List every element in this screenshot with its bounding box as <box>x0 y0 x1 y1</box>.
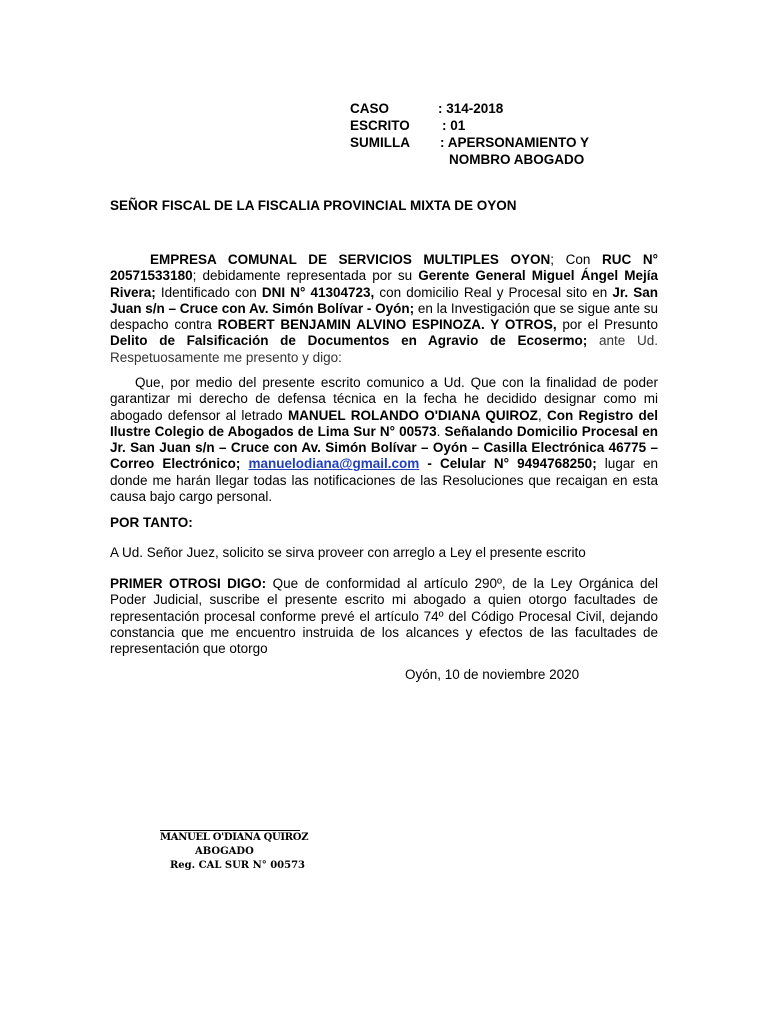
sumilla-row-2 <box>350 151 589 168</box>
sumilla-value: : APERSONAMIENTO Y <box>440 135 590 150</box>
text-segment <box>240 456 248 471</box>
intro-paragraph <box>110 252 658 366</box>
text-segment: ; Con <box>550 252 602 267</box>
ruc-number: RUC N° 20571533180 <box>110 252 658 284</box>
case-label: CASO <box>350 101 390 116</box>
company-name: EMPRESA COMUNAL DE SERVICIOS MULTIPLES OYON <box>150 252 551 267</box>
addressee-heading: SEÑOR FISCAL DE LA FISCALIA PROVINCIAL MIXTA DE OYON <box>110 198 517 213</box>
procedural-domicile: Señalando Domicilio Procesal en Jr. San Juan s/n – Cruce con Av. Simón Bolívar – Oyón – Casilla Electrónica 46775 – Correo Electrónico; <box>110 423 658 472</box>
case-number-row <box>350 100 589 117</box>
designation-paragraph <box>110 375 658 505</box>
text-segment: con domicilio Real y Procesal sito en <box>374 284 613 300</box>
escrito-row <box>350 117 589 134</box>
signature-name: MANUEL O'DIANA QUIROZ <box>160 832 309 843</box>
text-segment: . <box>436 423 445 439</box>
signature-title: ABOGADO <box>195 846 254 857</box>
sumilla-row <box>350 134 589 151</box>
crime-description: Delito de Falsificación de Documentos en Agravio de Ecosermo; <box>110 333 588 349</box>
sumilla-label: SUMILLA <box>350 135 410 150</box>
signature-registry: Reg. CAL SUR N° 00573 <box>170 860 306 871</box>
lawyer-registry: Con Registro del Ilustre Colegio de Abogados de Lima Sur N° 00573 <box>110 407 658 439</box>
otrosi-label: PRIMER OTROSI DIGO: <box>110 576 267 591</box>
text-segment: ; debidamente representada por su <box>192 268 419 284</box>
text-segment: por el Presunto <box>556 317 658 333</box>
text-segment: , <box>537 407 547 423</box>
text-segment: Que de conformidad al artículo 290º, de la Ley Orgánica del Poder Judicial, suscribe el presente escrito mi abogado a quien otorgo facultades de representación procesal conforme prevé el artículo 74º del Código Procesal Civil, dejando constancia que me encuentro instruida de los alcances y efectos de las facultades de representación que otorgo <box>110 576 658 657</box>
request-paragraph: A Ud. Señor Juez, solicito se sirva proveer con arreglo a Ley el presente escrito <box>110 545 586 560</box>
text-segment: Identificado con <box>155 284 262 300</box>
phone-number: - Celular N° 9494768250; <box>427 456 597 472</box>
text-segment: ante Ud. Respetuosamente me presento y digo: <box>110 333 658 365</box>
signature-block <box>160 830 309 873</box>
accused-name: ROBERT BENJAMIN ALVINO ESPINOZA. Y OTROS, <box>217 317 557 333</box>
text-segment: lugar en donde me harán llegar todas las notificaciones de las Resoluciones que recaigan en esta causa bajo cargo personal. <box>110 456 658 505</box>
escrito-label: ESCRITO <box>350 118 410 133</box>
por-tanto-heading: POR TANTO: <box>110 515 193 530</box>
dni-number: DNI N° 41304723, <box>261 284 375 300</box>
email-link[interactable]: manuelodiana@gmail.com <box>248 456 420 472</box>
address: Jr. San Juan s/n – Cruce con Av. Simón Bolívar - Oyón; <box>110 284 658 316</box>
document-date: Oyón, 10 de noviembre 2020 <box>405 667 580 682</box>
sumilla-value-2: NOMBRO ABOGADO <box>449 152 585 167</box>
escrito-value: : 01 <box>442 118 466 133</box>
manager-name: Gerente General Miguel Ángel Mejía Rivera; <box>110 268 659 300</box>
case-header <box>350 100 589 168</box>
text-segment: Que, por medio del presente escrito comunico a Ud. Que con la finalidad de poder garantizar mi derecho de defensa técnica en la fecha he decidido designar como mi abogado defensor al letrado <box>110 375 658 423</box>
otrosi-paragraph <box>110 576 658 657</box>
text-segment: en la Investigación que se sigue ante su despacho contra <box>110 300 659 333</box>
case-value: : 314-2018 <box>438 101 504 116</box>
lawyer-name: MANUEL ROLANDO O'DIANA QUIROZ <box>287 407 538 423</box>
